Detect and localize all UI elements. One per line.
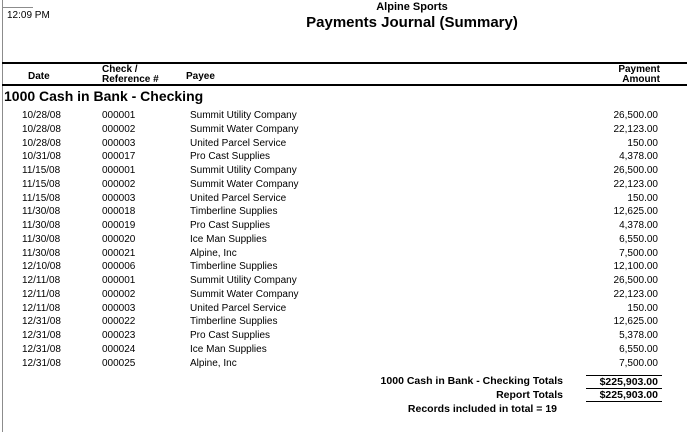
row-payee: Pro Cast Supplies bbox=[190, 220, 271, 231]
row-check-reference: 000022 bbox=[102, 316, 136, 328]
row-check-reference: 000017 bbox=[102, 151, 136, 163]
row-check-reference: 000001 bbox=[102, 275, 136, 286]
table-row bbox=[2, 247, 687, 261]
account-section-title: 1000 Cash in Bank - Checking bbox=[4, 88, 204, 104]
row-payment-amount: 12,100.00 bbox=[613, 261, 658, 273]
table-row bbox=[2, 219, 687, 233]
row-check-reference: 000019 bbox=[102, 220, 136, 231]
row-check-reference: 000003 bbox=[102, 192, 136, 204]
row-payment-amount: 150.00 bbox=[627, 302, 658, 314]
row-check-reference: 000002 bbox=[102, 178, 136, 190]
row-payment-amount: 26,500.00 bbox=[613, 165, 658, 176]
row-date: 12/31/08 bbox=[22, 330, 61, 341]
row-date: 11/30/08 bbox=[22, 247, 61, 259]
row-check-reference: 000020 bbox=[102, 233, 136, 245]
row-payment-amount: 150.00 bbox=[627, 137, 658, 149]
records-note: Records included in total = 19 bbox=[407, 403, 557, 415]
column-header-payee: Payee bbox=[186, 71, 215, 82]
row-payee: Alpine, Inc bbox=[190, 357, 237, 369]
row-check-reference: 000003 bbox=[102, 137, 136, 149]
total-amount: $225,903.00 bbox=[586, 389, 662, 403]
column-header-band bbox=[2, 62, 687, 86]
row-payee: Summit Water Company bbox=[190, 178, 299, 190]
row-check-reference: 000001 bbox=[102, 165, 136, 176]
table-row bbox=[2, 274, 687, 288]
row-check-reference: 000002 bbox=[102, 123, 136, 135]
row-payee: United Parcel Service bbox=[190, 302, 287, 314]
table-row bbox=[2, 260, 687, 274]
row-payment-amount: 4,378.00 bbox=[619, 220, 658, 231]
row-date: 11/15/08 bbox=[22, 165, 61, 176]
row-payee: Ice Man Supplies bbox=[190, 233, 267, 245]
column-header-check-line1: Check / bbox=[102, 64, 138, 75]
row-date: 11/15/08 bbox=[22, 192, 61, 204]
row-check-reference: 000001 bbox=[102, 110, 136, 121]
table-row bbox=[2, 205, 687, 219]
row-date: 10/28/08 bbox=[22, 137, 61, 149]
table-row bbox=[2, 302, 687, 316]
table-row bbox=[2, 329, 687, 343]
totals-section bbox=[0, 375, 662, 402]
column-header-payment-line2: Amount bbox=[622, 73, 660, 85]
table-row bbox=[2, 315, 687, 329]
row-check-reference: 000003 bbox=[102, 302, 136, 314]
row-payee: Summit Utility Company bbox=[190, 275, 297, 286]
row-payment-amount: 22,123.00 bbox=[613, 288, 658, 300]
row-payee: United Parcel Service bbox=[190, 137, 287, 149]
row-payment-amount: 4,378.00 bbox=[619, 151, 658, 163]
column-header-date: Date bbox=[28, 71, 50, 82]
row-payee: Pro Cast Supplies bbox=[190, 330, 271, 341]
row-date: 12/11/08 bbox=[22, 288, 61, 300]
table-row bbox=[2, 343, 687, 357]
row-payment-amount: 26,500.00 bbox=[613, 275, 658, 286]
column-header-check-line2: Reference # bbox=[102, 73, 159, 85]
journal-rows bbox=[2, 109, 687, 370]
row-date: 11/30/08 bbox=[22, 220, 61, 231]
row-payee: Summit Utility Company bbox=[190, 110, 297, 121]
row-payment-amount: 6,550.00 bbox=[619, 343, 658, 355]
table-row bbox=[2, 178, 687, 192]
row-check-reference: 000023 bbox=[102, 330, 136, 341]
row-check-reference: 000018 bbox=[102, 206, 136, 218]
row-payment-amount: 12,625.00 bbox=[613, 206, 658, 218]
table-row bbox=[2, 109, 687, 123]
company-name: Alpine Sports bbox=[376, 1, 448, 13]
row-payment-amount: 7,500.00 bbox=[619, 247, 658, 259]
row-payment-amount: 5,378.00 bbox=[619, 330, 658, 341]
row-payment-amount: 12,625.00 bbox=[613, 316, 658, 328]
row-check-reference: 000002 bbox=[102, 288, 136, 300]
column-header-check-reference bbox=[102, 65, 159, 84]
table-row bbox=[2, 123, 687, 137]
row-payment-amount: 150.00 bbox=[627, 192, 658, 204]
column-header-payment-amount bbox=[618, 65, 660, 84]
row-payee: Summit Utility Company bbox=[190, 165, 297, 176]
total-amount: $225,903.00 bbox=[586, 375, 662, 389]
table-row bbox=[2, 150, 687, 164]
row-date: 11/30/08 bbox=[22, 233, 61, 245]
row-check-reference: 000021 bbox=[102, 247, 136, 259]
total-label: Report Totals bbox=[496, 388, 563, 401]
row-payee: Alpine, Inc bbox=[190, 247, 237, 259]
row-payment-amount: 22,123.00 bbox=[613, 178, 658, 190]
report-time: 12:09 PM bbox=[7, 10, 50, 21]
row-date: 11/15/08 bbox=[22, 178, 61, 190]
row-payee: Pro Cast Supplies bbox=[190, 151, 271, 163]
row-payee: Ice Man Supplies bbox=[190, 343, 267, 355]
table-row bbox=[2, 233, 687, 247]
column-header-payment-line1: Payment bbox=[618, 64, 660, 75]
row-payee: Timberline Supplies bbox=[190, 206, 278, 218]
row-date: 12/31/08 bbox=[22, 357, 61, 369]
total-row bbox=[0, 389, 662, 403]
row-payee: Timberline Supplies bbox=[190, 261, 278, 273]
row-date: 12/11/08 bbox=[22, 275, 61, 286]
row-payee: Summit Water Company bbox=[190, 288, 299, 300]
total-label: 1000 Cash in Bank - Checking Totals bbox=[380, 375, 563, 387]
row-check-reference: 000024 bbox=[102, 343, 136, 355]
window-top-frame-line bbox=[2, 7, 33, 8]
row-date: 10/28/08 bbox=[22, 123, 61, 135]
row-check-reference: 000025 bbox=[102, 357, 136, 369]
row-date: 12/31/08 bbox=[22, 316, 61, 328]
row-payee: United Parcel Service bbox=[190, 192, 287, 204]
row-date: 12/10/08 bbox=[22, 261, 61, 273]
table-row bbox=[2, 192, 687, 206]
row-payee: Timberline Supplies bbox=[190, 316, 278, 328]
report-title: Payments Journal (Summary) bbox=[306, 14, 518, 31]
table-row bbox=[2, 164, 687, 178]
row-date: 10/28/08 bbox=[22, 110, 61, 121]
row-payee: Summit Water Company bbox=[190, 123, 299, 135]
row-payment-amount: 26,500.00 bbox=[613, 110, 658, 121]
row-date: 12/31/08 bbox=[22, 343, 61, 355]
total-row bbox=[0, 375, 662, 389]
table-row bbox=[2, 137, 687, 151]
row-payment-amount: 22,123.00 bbox=[613, 123, 658, 135]
row-payment-amount: 6,550.00 bbox=[619, 233, 658, 245]
report-header bbox=[137, 1, 687, 32]
row-date: 12/11/08 bbox=[22, 302, 61, 314]
row-date: 10/31/08 bbox=[22, 151, 61, 163]
table-row bbox=[2, 357, 687, 371]
row-payment-amount: 7,500.00 bbox=[619, 357, 658, 369]
table-row bbox=[2, 288, 687, 302]
row-check-reference: 000006 bbox=[102, 261, 136, 273]
row-date: 11/30/08 bbox=[22, 206, 61, 218]
